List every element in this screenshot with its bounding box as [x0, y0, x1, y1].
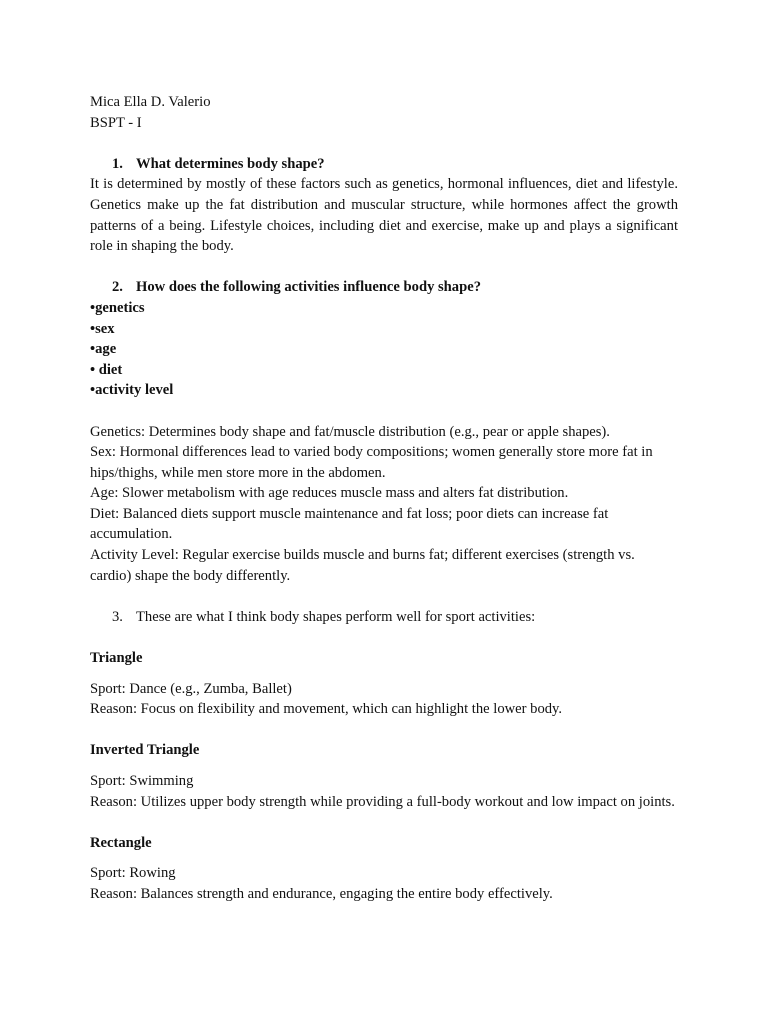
question-2-number: 2.	[112, 279, 123, 296]
answer-1: It is determined by mostly of these factors such as genetics, hormonal influences, diet and lifestyle. Genetics make up the fat distribution and muscular structure, while hormones affect the growth patterns of a being. Lifestyle choices, including diet and exercise, make up and plays a significant role in shaping the body.	[90, 176, 678, 255]
question-1-number: 1.	[112, 155, 123, 172]
question-1	[90, 154, 678, 175]
factor-item: •sex	[90, 320, 115, 337]
course-label: BSPT - I	[90, 114, 142, 131]
shape-heading-triangle: Triangle	[90, 650, 143, 667]
question-3-text: These are what I think body shapes perform well for sport activities:	[136, 608, 536, 625]
document-page	[90, 92, 678, 905]
answer-2-genetics: Genetics: Determines body shape and fat/muscle distribution (e.g., pear or apple shapes).	[90, 423, 610, 440]
answer-2-activity: Activity Level: Regular exercise builds muscle and burns fat; different exercises (strength vs. cardio) shape the body differently.	[90, 547, 635, 584]
factor-item: •genetics	[90, 299, 145, 316]
answer-2-age: Age: Slower metabolism with age reduces muscle mass and alters fat distribution.	[90, 485, 569, 502]
shape-heading-rectangle: Rectangle	[90, 834, 152, 851]
factor-item: •activity level	[90, 382, 174, 399]
factor-item: •age	[90, 341, 117, 358]
question-2-text: How does the following activities influence body shape?	[136, 279, 481, 296]
shape-reason: Reason: Utilizes upper body strength while providing a full-body workout and low impact on joints.	[90, 793, 675, 810]
shape-heading-inverted-triangle: Inverted Triangle	[90, 742, 200, 759]
answer-2-diet: Diet: Balanced diets support muscle maintenance and fat loss; poor diets can increase fat accumulation.	[90, 505, 609, 543]
answer-2-sex: Sex: Hormonal differences lead to varied body compositions; women generally store more fat in hips/thighs, while men store more in the abdomen.	[90, 444, 653, 481]
question-1-text: What determines body shape?	[136, 155, 325, 172]
shape-sport: Sport: Swimming	[90, 773, 194, 789]
shape-reason: Reason: Balances strength and endurance, engaging the entire body effectively.	[90, 885, 553, 902]
question-2	[90, 277, 678, 298]
author-name: Mica Ella D. Valerio	[90, 94, 211, 110]
shape-sport: Sport: Dance (e.g., Zumba, Ballet)	[90, 680, 292, 697]
question-3-number: 3.	[112, 608, 123, 625]
shape-reason: Reason: Focus on flexibility and movement, which can highlight the lower body.	[90, 701, 563, 718]
factor-item: • diet	[90, 361, 123, 378]
shape-sport: Sport: Rowing	[90, 865, 176, 882]
question-3	[90, 607, 678, 628]
